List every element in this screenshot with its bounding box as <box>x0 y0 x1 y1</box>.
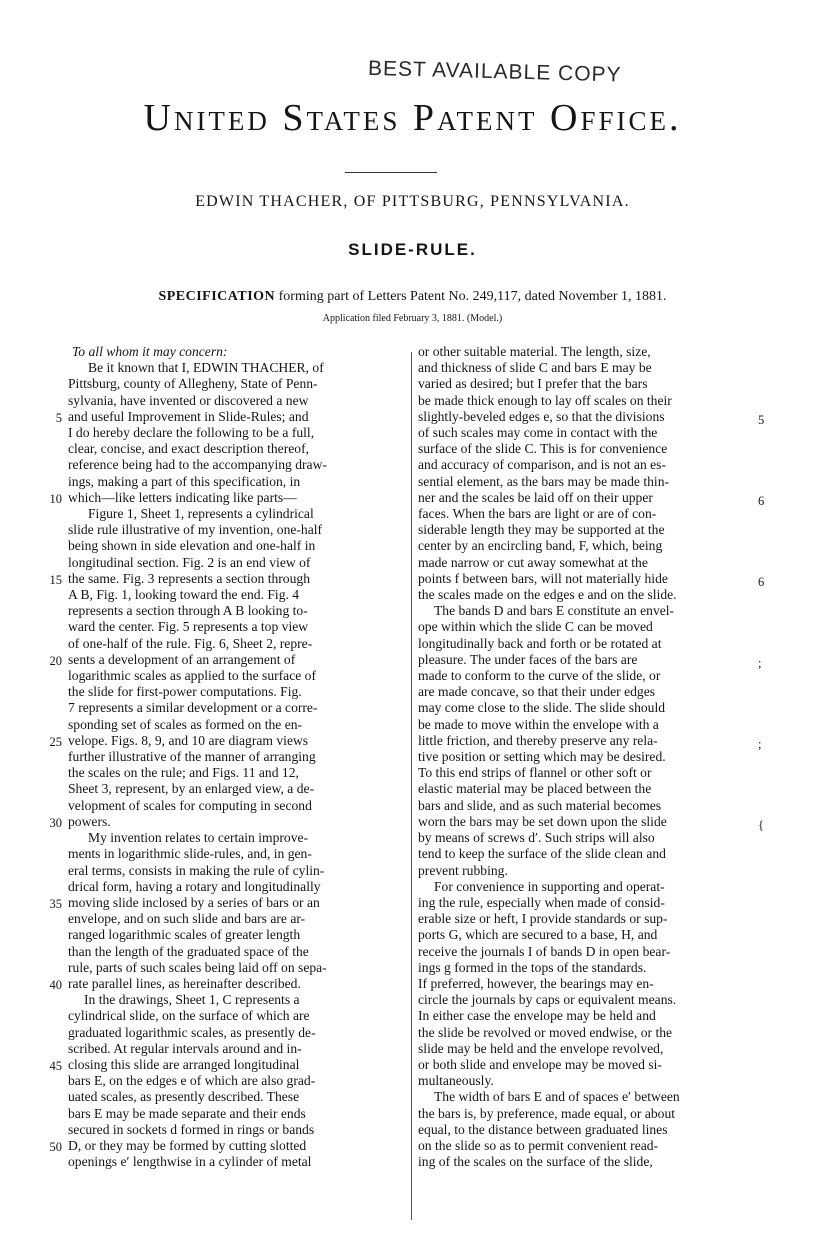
right-text-line: points f between bars, will not materially hide <box>418 570 668 586</box>
right-text-line: equal, to the distance between graduated lines <box>418 1121 668 1137</box>
left-text-line: further illustrative of the manner of arranging <box>68 749 316 765</box>
margin-mark: 5 <box>758 412 765 427</box>
left-text-line: drical form, having a rotary and longitudinally <box>68 878 321 894</box>
right-text-line: For convenience in supporting and operat- <box>434 878 665 894</box>
specification-details: forming part of Letters Patent No. 249,117, dated November 1, 1881. <box>278 289 667 304</box>
left-text-line: Pittsburg, county of Allegheny, State of Penn- <box>68 376 318 392</box>
left-text-line: clear, concise, and exact description thereof, <box>68 441 310 457</box>
left-text-line: bars E, on the edges e of which are also grad- <box>68 1073 316 1089</box>
right-text-line: circle the journals by caps or equivalent means. <box>418 992 677 1008</box>
right-text-line: be made thick enough to lay off scales on their <box>418 392 672 408</box>
left-text-line: the slide for first-power computations. Fig. <box>68 684 302 700</box>
right-text-line: ner and the scales be laid off on their upper <box>418 489 653 505</box>
line-number: 10 <box>49 491 62 506</box>
left-text-line: being shown in side elevation and one-half in <box>68 538 316 554</box>
left-text-line: scribed. At regular intervals around and in- <box>68 1040 302 1056</box>
left-text-line: rate parallel lines, as hereinafter described. <box>68 975 301 991</box>
left-text-line: logarithmic scales as applied to the surface of <box>68 668 316 684</box>
left-text-line: velopment of scales for computing in second <box>68 797 312 813</box>
right-text-line: the bars is, by preference, made equal, or about <box>418 1105 676 1121</box>
right-text-line: prevent rubbing. <box>418 862 508 878</box>
line-number: 50 <box>49 1139 62 1154</box>
right-text-line: receive the journals I of bands D in open bear- <box>418 943 671 959</box>
left-text-line: I do hereby declare the following to be a full, <box>68 425 315 441</box>
right-text-line: the slide be revolved or moved endwise, or the <box>418 1024 673 1040</box>
right-text-line: The bands D and bars E constitute an envel- <box>434 603 675 619</box>
line-number: 30 <box>49 815 62 830</box>
right-text-line: by means of screws d′. Such strips will also <box>418 830 655 846</box>
left-text-line: openings e′ lengthwise in a cylinder of metal <box>68 1154 312 1170</box>
right-text-line: little friction, and thereby preserve any rela- <box>418 732 658 748</box>
margin-mark: ; <box>758 655 762 670</box>
left-text-line: the scales on the rule; and Figs. 11 and 12, <box>68 765 299 781</box>
line-number: 40 <box>49 977 62 992</box>
left-text-line: D, or they may be formed by cutting slotted <box>68 1137 307 1153</box>
line-number: 20 <box>49 653 62 668</box>
margin-mark: 6 <box>758 574 765 589</box>
left-text-line: velope. Figs. 8, 9, and 10 are diagram views <box>68 732 309 748</box>
left-text-line: secured in sockets d formed in rings or bands <box>68 1121 315 1137</box>
heading-rule <box>345 172 437 173</box>
right-text-line: may come close to the slide. The slide should <box>418 700 666 716</box>
right-text-line: surface of the slide C. This is for convenience <box>418 441 668 457</box>
left-text-line: In the drawings, Sheet 1, C represents a <box>84 992 300 1008</box>
margin-mark: 6 <box>758 493 765 508</box>
right-text-line: sential element, as the bars may be made thin- <box>418 473 670 489</box>
right-text-line: slide may be held and the envelope revolved, <box>418 1040 664 1056</box>
left-text-line: Figure 1, Sheet 1, represents a cylindrical <box>88 506 314 522</box>
left-text-line: slide rule illustrative of my invention, one-half <box>68 522 323 538</box>
right-text-line: pleasure. The under faces of the bars are <box>418 651 638 667</box>
margin-mark: { <box>758 817 764 832</box>
left-text-line: powers. <box>68 813 111 829</box>
left-text-line: A B, Fig. 1, looking toward the end. Fig. 4 <box>68 587 300 603</box>
right-text-line: The width of bars E and of spaces e′ between <box>434 1089 680 1105</box>
right-text-line: and thickness of slide C and bars E may be <box>418 360 652 376</box>
right-text-line: made narrow or cut away somewhat at the <box>418 554 648 570</box>
left-text-line: of one-half of the rule. Fig. 6, Sheet 2, repre- <box>68 635 313 651</box>
left-text-line: moving slide inclosed by a series of bars or an <box>68 894 320 910</box>
line-number: 35 <box>49 896 62 911</box>
right-text-line: made to conform to the curve of the slide, or <box>418 668 661 684</box>
left-text-line: which—like letters indicating like parts— <box>68 489 297 505</box>
left-text-line: eral terms, consists in making the rule of cylin- <box>68 862 325 878</box>
left-text-line: My invention relates to certain improve- <box>88 830 309 846</box>
line-number: 45 <box>49 1058 62 1073</box>
line-number: 5 <box>55 410 62 425</box>
right-text-line: erable size or heft, I provide standards or sup- <box>418 911 668 927</box>
right-text-line: be made to move within the envelope with a <box>418 716 659 732</box>
right-text-line: of such scales may come in contact with the <box>418 425 658 441</box>
right-text-line: ope within which the slide C can be moved <box>418 619 653 635</box>
left-text-line: than the length of the graduated space of the <box>68 943 309 959</box>
left-text-line: reference being had to the accompanying draw- <box>68 457 327 473</box>
right-text-line: varied as desired; but I prefer that the bars <box>418 376 648 392</box>
left-text-line: ings, making a part of this specification, in <box>68 473 301 489</box>
right-text-line: elastic material may be placed between the <box>418 781 652 797</box>
right-text-line: To this end strips of flannel or other soft or <box>418 765 652 781</box>
right-text-line: tive position or setting which may be desired. <box>418 749 666 765</box>
right-text-line: the scales made on the edges e and on the slide. <box>418 587 677 603</box>
left-text-line: uated scales, as presently described. These <box>68 1089 300 1105</box>
left-text-line: closing this slide are arranged longitudinal <box>68 1056 300 1072</box>
right-text-line: tend to keep the surface of the slide clean and <box>418 846 666 862</box>
specification-line <box>0 289 825 305</box>
left-text-line: 7 represents a similar development or a corre- <box>68 700 318 716</box>
left-text-line: envelope, and on such slide and bars are ar- <box>68 911 306 927</box>
column-divider <box>411 352 412 1220</box>
right-text-line: are made concave, so that their under edges <box>418 684 656 700</box>
right-text-line: If preferred, however, the bearings may en- <box>418 975 654 991</box>
left-text-line: and useful Improvement in Slide-Rules; and <box>68 408 309 424</box>
margin-mark: ; <box>758 736 762 751</box>
left-text-line: represents a section through A B looking to- <box>68 603 308 619</box>
application-line: Application filed February 3, 1881. (Model.) <box>322 313 503 324</box>
right-column <box>418 344 752 1170</box>
left-text-line: To all whom it may concern: <box>72 344 228 359</box>
left-text-line: rule, parts of such scales being laid off on sepa- <box>68 959 327 975</box>
right-text-line: slightly-beveled edges e, so that the divisions <box>418 408 665 424</box>
right-text-line: or both slide and envelope may be moved si- <box>418 1056 662 1072</box>
office-heading: United States Patent Office. <box>143 97 682 139</box>
line-number: 15 <box>49 572 62 587</box>
left-text-line: longitudinal section. Fig. 2 is an end view of <box>68 554 311 570</box>
best-available-copy-stamp: BEST AVAILABLE COPY <box>367 56 622 87</box>
right-text-line: siderable length they may be supported at the <box>418 522 665 538</box>
right-text-line: worn the bars may be set down upon the slide <box>418 813 667 829</box>
right-text-line: bars and slide, and as such material becomes <box>418 797 662 813</box>
right-text-line: multaneously. <box>418 1073 494 1089</box>
right-text-line: In either case the envelope may be held and <box>418 1008 656 1024</box>
inventor-line: EDWIN THACHER, OF PITTSBURG, PENNSYLVANIA. <box>195 193 630 210</box>
left-column <box>68 344 404 1170</box>
right-text-line: or other suitable material. The length, size, <box>418 344 651 359</box>
left-text-line: ments in logarithmic slide-rules, and, in gen- <box>68 846 312 862</box>
left-text-line: Be it known that I, EDWIN THACHER, of <box>88 360 324 376</box>
line-number: 25 <box>49 734 62 749</box>
right-text-line: center by an encircling band, F, which, being <box>418 538 663 554</box>
left-text-line: the same. Fig. 3 represents a section through <box>68 570 310 586</box>
left-text-line: bars E may be made separate and their ends <box>68 1105 306 1121</box>
right-text-line: ing of the scales on the surface of the slide, <box>418 1154 653 1170</box>
patent-title: SLIDE-RULE. <box>348 240 477 259</box>
right-text-line: on the slide so as to permit convenient read- <box>418 1137 659 1153</box>
left-text-line: Sheet 3, represent, by an enlarged view, a de- <box>68 781 315 797</box>
right-text-line: ports G, which are secured to a base, H, and <box>418 927 658 943</box>
left-text-line: sents a development of an arrangement of <box>68 651 296 667</box>
left-text-line: ranged logarithmic scales of greater length <box>68 927 301 943</box>
left-text-line: sponding set of scales as formed on the en- <box>68 716 303 732</box>
right-text-line: longitudinally back and forth or be rotated at <box>418 635 662 651</box>
right-text-line: and accuracy of comparison, and is not an es- <box>418 457 666 473</box>
left-text-line: sylvania, have invented or discovered a new <box>68 392 309 408</box>
left-text-line: cylindrical slide, on the surface of which are <box>68 1008 310 1024</box>
right-text-line: faces. When the bars are light or are of con- <box>418 506 657 522</box>
right-text-line: ings g formed in the tops of the standards. <box>418 959 647 975</box>
right-text-line: ing the rule, especially when made of consid- <box>418 894 665 910</box>
left-text-line: graduated logarithmic scales, as presently de- <box>68 1024 316 1040</box>
left-text-line: ward the center. Fig. 5 represents a top view <box>68 619 309 635</box>
specification-lead: SPECIFICATION <box>158 289 276 304</box>
